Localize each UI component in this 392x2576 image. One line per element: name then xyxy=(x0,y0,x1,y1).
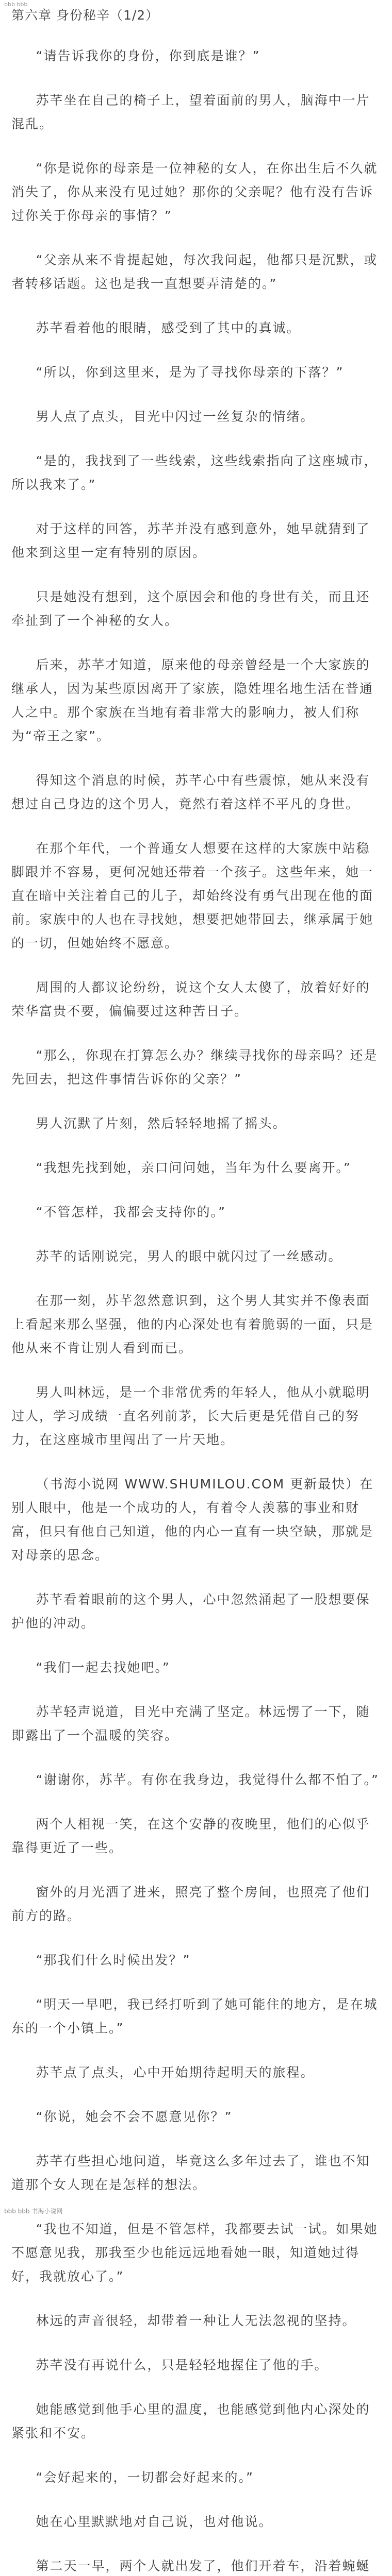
paragraph: “你是说你的母亲是一位神秘的女人，在你出生后不久就消失了，你从来没有见过她？那你的父亲呢？他有没有告诉过你关于你母亲的事情？” xyxy=(11,161,378,223)
paragraph: “谢谢你，苏芊。有你在我身边，我觉得什么都不怕了。” xyxy=(36,1772,379,1787)
title-spacer xyxy=(11,24,381,44)
paragraph-spacer xyxy=(11,136,381,157)
paragraph-spacer xyxy=(11,1748,381,1768)
paragraph-spacer xyxy=(11,1023,381,1044)
paragraph-spacer xyxy=(11,1860,381,1880)
paragraph-spacer xyxy=(11,2445,381,2466)
paragraph-spacer xyxy=(11,2129,381,2149)
paragraph: 男人叫林远，是一个非常优秀的年轻人，他从小就聪明过人，学习成绩一直名列前茅，长大后更是凭借自己的努力，在这座城市里闯出了一片天地。 xyxy=(11,1385,370,1447)
paragraph: “请告诉我你的身份，你到底是谁？” xyxy=(36,48,260,63)
paragraph: “所以，你到这里来，是为了寻找你母亲的下落？” xyxy=(36,365,344,380)
paragraph: 后来，苏芊才知道，原来他的母亲曾经是一个大家族的继承人，因为某些原因离开了家族，隐姓埋名地生活在普通人之中。那个家族在当地有着非常大的影响力，被人们称为“帝王之家”。 xyxy=(11,657,374,743)
paragraph-spacer xyxy=(11,1928,381,1948)
paragraph: 林远的声音很轻，却带着一种让人无法忽视的坚持。 xyxy=(36,2313,356,2328)
paragraph-spacer xyxy=(11,340,381,361)
paragraph-spacer xyxy=(11,429,381,449)
paragraph-spacer xyxy=(11,1972,381,1993)
paragraph: “会好起来的，一切都会好起来的。” xyxy=(36,2470,254,2485)
paragraph: 苏芊没有再说什么，只是轻轻地握住了他的手。 xyxy=(36,2358,329,2372)
paragraph: “我想先找到她，亲口问问她，当年为什么要离开。” xyxy=(36,1160,351,1175)
paragraph-spacer xyxy=(11,68,381,89)
paragraph-spacer xyxy=(11,384,381,405)
paragraph-spacer xyxy=(11,2197,381,2217)
page-footer: bbb bbb 书海小说网 xyxy=(4,2208,63,2215)
chapter-body xyxy=(11,44,381,2576)
paragraph-spacer xyxy=(11,1792,381,1812)
paragraph: 只是她没有想到，这个原因会和他的身世有关，而且还牵扯到了一个神秘的女人。 xyxy=(11,589,370,628)
chapter-title: 第六章 身份秘辛（1/2） xyxy=(11,8,159,23)
paragraph: 苏芊有些担心地问道，毕竟这么多年过去了，谁也不知道那个女人现在是怎样的想法。 xyxy=(11,2154,370,2192)
paragraph: 苏芊看着眼前的这个男人，心中忽然涌起了一股想要保护他的冲动。 xyxy=(11,1592,370,1631)
paragraph: 在那一刻，苏芊忽然意识到，这个男人其实并不像表面上看起来那么坚强，他的内心深处也有着脆弱的一面，只是他从来不肯让别人看到而已。 xyxy=(11,1293,374,1355)
paragraph: “那么，你现在打算怎么办？继续寻找你的母亲吗？还是先回去，把这件事情告诉你的父亲？” xyxy=(11,1048,378,1087)
paragraph-spacer xyxy=(11,2377,381,2398)
paragraph: 她能感觉到他手心里的温度，也能感觉到他内心深处的紧张和不安。 xyxy=(11,2402,370,2441)
paragraph: 男人沉默了片刻，然后轻轻地摇了摇头。 xyxy=(36,1116,287,1131)
paragraph: 在那个年代，一个普通女人想要在这样的大家族中站稳脚跟并不容易，更何况她还带着一个孩子。这些年来，她一直在暗中关注着自己的儿子，却始终没有勇气出现在他的面前。家族中的人也在寻找她，想要把她带回去，继承属于她的一切，但她始终不愿意。 xyxy=(11,841,374,951)
paragraph: “我们一起去找她吧。” xyxy=(36,1660,170,1675)
paragraph-spacer xyxy=(11,1091,381,1112)
paragraph-spacer xyxy=(11,955,381,976)
paragraph: 对于这样的回答，苏芊并没有感到意外，她早就猜到了他来到这里一定有特别的原因。 xyxy=(11,521,370,560)
paragraph-spacer xyxy=(11,1224,381,1245)
paragraph-spacer xyxy=(11,1136,381,1156)
paragraph-spacer xyxy=(11,1180,381,1200)
paragraph: 苏芊轻声说道，目光中充满了坚定。林远愣了一下，随即露出了一个温暖的笑容。 xyxy=(11,1704,370,1743)
paragraph-spacer xyxy=(11,633,381,653)
paragraph: 苏芊看着他的眼睛，感受到了其中的真诚。 xyxy=(36,320,301,335)
paragraph: 苏芊点了点头，心中开始期待起明天的旅程。 xyxy=(36,2065,315,2080)
paragraph-spacer xyxy=(11,1452,381,1472)
paragraph: 第二天一早，两个人就出发了，他们开着车，沿着蜿蜒 xyxy=(36,2558,370,2573)
site-header: bbb bbb xyxy=(4,1,28,8)
paragraph: 苏芊的话刚说完，男人的眼中就闪过了一丝感动。 xyxy=(36,1249,342,1264)
paragraph: 苏芊坐在自己的椅子上，望着面前的男人，脑海中一片混乱。 xyxy=(11,93,370,131)
paragraph: 男人点了点头，目光中闪过一丝复杂的情绪。 xyxy=(36,409,315,424)
paragraph-spacer xyxy=(11,2084,381,2105)
paragraph-spacer xyxy=(11,2534,381,2554)
paragraph: “明天一早吧，我已经打听到了她可能住的地方，是在城东的一个小镇上。” xyxy=(11,1997,378,2036)
paragraph-spacer xyxy=(11,748,381,769)
paragraph: “是的，我找到了一些线索，这些线索指向了这座城市，所以我来了。” xyxy=(11,453,378,492)
paragraph: 两个人相视一笑，在这个安静的夜晚里，他们的心似乎靠得更近了一些。 xyxy=(11,1817,370,1855)
paragraph-spacer xyxy=(11,2489,381,2510)
paragraph-spacer xyxy=(11,816,381,837)
paragraph-spacer xyxy=(11,1635,381,1656)
paragraph: 窗外的月光洒了进来，照亮了整个房间，也照亮了他们前方的路。 xyxy=(11,1885,370,1923)
paragraph-spacer xyxy=(11,1680,381,1700)
paragraph-spacer xyxy=(11,565,381,585)
paragraph-spacer xyxy=(11,1567,381,1588)
paragraph: “你说，她会不会不愿意见你？” xyxy=(36,2109,233,2124)
paragraph-spacer xyxy=(11,1360,381,1381)
paragraph: 周围的人都议论纷纷，说这个女人太傻了，放着好好的荣华富贵不要，偏偏要过这种苦日子。 xyxy=(11,980,370,1019)
paragraph-spacer xyxy=(11,296,381,316)
paragraph-spacer xyxy=(11,2333,381,2353)
paragraph: 她在心里默默地对自己说，也对他说。 xyxy=(36,2514,273,2529)
paragraph: “不管怎样，我都会支持你的。” xyxy=(36,1205,226,1219)
paragraph-spacer xyxy=(11,2040,381,2061)
paragraph: 得知这个消息的时候，苏芊心中有些震惊，她从来没有想过自己身边的这个男人，竟然有着这样不平凡的身世。 xyxy=(11,773,370,811)
paragraph: （书海小说网 WWW.SHUMILOU.COM 更新最快）在别人眼中，他是一个成功的人，有着令人羡慕的事业和财富，但只有他自己知道，他的内心一直有一块空缺，那就是对母亲的思念。 xyxy=(11,1477,374,1563)
paragraph-spacer xyxy=(11,497,381,517)
paragraph-spacer xyxy=(11,1268,381,1289)
paragraph: “那我们什么时候出发？” xyxy=(36,1953,191,1968)
paragraph: “我也不知道，但是不管怎样，我都要去试一试。如果她不愿意见我，那我至少也能远远地看她一眼，知道她过得好，我就放心了。” xyxy=(11,2222,378,2284)
paragraph: “父亲从来不肯提起她，每次我问起，他都只是沉默，或者转移话题。这也是我一直想要弄清楚的。” xyxy=(11,252,378,291)
paragraph-spacer xyxy=(11,2289,381,2309)
paragraph-spacer xyxy=(11,228,381,248)
